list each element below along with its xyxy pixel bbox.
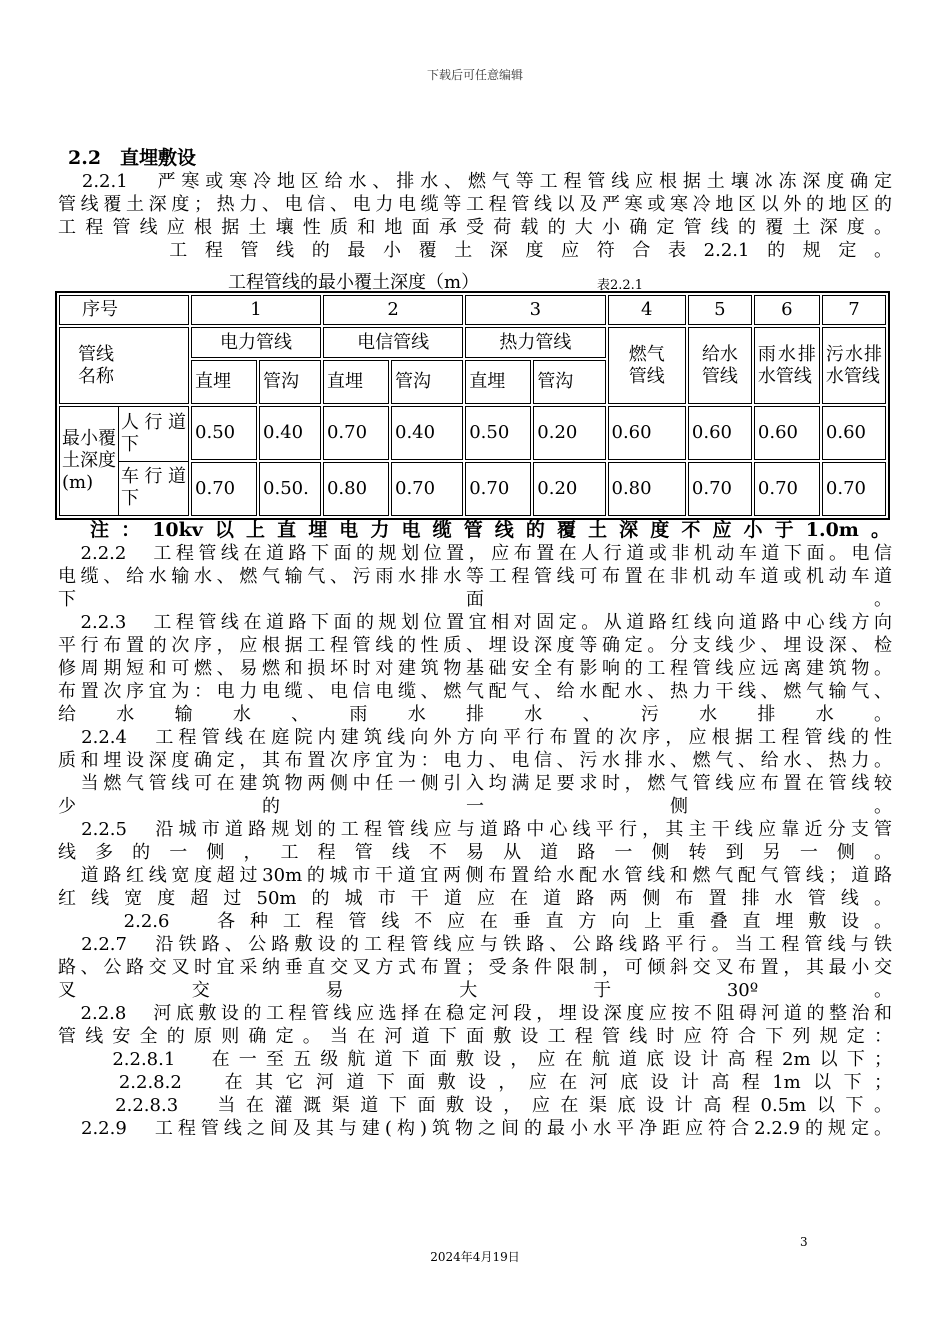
table-number: 表2.2.1: [597, 278, 644, 293]
seq-cell: 5: [688, 295, 752, 325]
section-title: 2.2 直埋敷设: [68, 147, 197, 169]
sub-header: 直埋: [465, 360, 531, 404]
value-cell: 0.60: [688, 406, 752, 460]
text-line: 2.2.9 工程管线之间及其与建(构)筑物之间的最小水平净距应符合2.2.9的规定。: [58, 1118, 892, 1139]
group-header: 给水管线: [688, 327, 752, 404]
value-cell: 0.50: [465, 406, 531, 460]
table-row: [59, 295, 886, 325]
table-title: 工程管线的最小覆土深度（m）: [228, 272, 480, 293]
depth-label-cell: [59, 406, 189, 516]
value-cell: 0.50: [191, 406, 257, 460]
text-line: 2.2.4 工程管线在庭院内建筑线向外方向平行布置的次序，应根据工程管线的性: [58, 727, 892, 748]
value-cell: 0.70: [391, 462, 463, 516]
seq-cell: 4: [608, 295, 686, 325]
paragraph-2-2-8: [58, 1002, 892, 1140]
text-line: 2.2.6 各种工程管线不应在垂直方向上重叠直埋敷设。: [58, 911, 892, 932]
text-line: 2.2.8 河底敷设的工程管线应选择在稳定河段，埋设深度应按不阻碍河道的整治和: [58, 1003, 892, 1024]
value-cell: 0.20: [533, 406, 605, 460]
cover-depth-table: [55, 291, 890, 520]
sub-header: 管沟: [533, 360, 605, 404]
group-header: 热力管线: [465, 327, 605, 358]
text-line: 平行布置的次序，应根据工程管线的性质、埋设深度等确定。分支线少、埋设深、检: [58, 635, 892, 656]
value-cell: 0.70: [688, 462, 752, 516]
sub-header: 直埋: [323, 360, 389, 404]
text-line: 红线宽度超过50m的城市干道应在道路两侧布置排水管线。: [58, 888, 892, 909]
text-line: 2.2.1 严寒或寒冷地区给水、排水、燃气等工程管线应根据土壤冰冻深度确定: [58, 171, 892, 192]
text-line: 管线覆土深度；热力、电信、电力电缆等工程管线以及严寒或寒冷地区以外的地区的: [58, 194, 892, 215]
group-header: 电力管线: [191, 327, 321, 358]
table-note: 注：10kv以上直埋电力电缆管线的覆土深度不应小于1.0m。: [90, 519, 890, 541]
text-line: 2.2.2 工程管线在道路下面的规划位置，应布置在人行道或非机动车道下面。电信: [58, 543, 892, 564]
text-line: 修周期短和可燃、易燃和损坏时对建筑物基础安全有影响的工程管线应远离建筑物。: [58, 658, 892, 679]
text-line: 工程管线的最小覆土深度应符合表2.2.1的规定。: [98, 240, 892, 261]
value-cell: 0.60: [754, 406, 820, 460]
seq-cell: 1: [191, 295, 321, 325]
text-line: 给水输水、雨水排水、污水排水。: [58, 704, 892, 725]
value-cell: 0.50.: [259, 462, 321, 516]
table-row: [59, 406, 886, 460]
name-label: 管线名称: [59, 327, 189, 404]
paragraph-2-2-1: [58, 170, 892, 262]
text-line: 当燃气管线可在建筑物两侧中任一侧引入均满足要求时，燃气管线应布置在管线较: [58, 773, 892, 794]
text-line: 2.2.8.2 在其它河道下面敷设，应在河底设计高程1m以下；: [58, 1072, 892, 1093]
depth-label: 最小覆土深度(m): [60, 407, 119, 515]
text-line: 2.2.5 沿城市道路规划的工程管线应与道路中心线平行，其主干线应靠近分支管: [58, 819, 892, 840]
footer-date: 2024年4月19日: [430, 1250, 520, 1264]
row-label-sidewalk: 人行道下: [119, 407, 188, 462]
seq-cell: 7: [822, 295, 886, 325]
text-line: 路、公路交叉时宜采纳垂直交叉方式布置；受条件限制，可倾斜交叉布置，其最小交: [58, 957, 892, 978]
table-row: [59, 327, 886, 358]
page-number: 3: [800, 1235, 808, 1249]
paragraph-2-2-4: [58, 726, 892, 818]
sub-header: 管沟: [391, 360, 463, 404]
value-cell: 0.80: [323, 462, 389, 516]
value-cell: 0.70: [323, 406, 389, 460]
text-line: 2.2.3 工程管线在道路下面的规划位置宜相对固定。从道路红线向道路中心线方向: [58, 612, 892, 633]
sub-header: 直埋: [191, 360, 257, 404]
group-header: 燃气管线: [608, 327, 686, 404]
text-line: 电缆、给水输水、燃气输气、污雨水排水等工程管线可布置在非机动车道或机动车道: [58, 566, 892, 587]
text-line: 叉交易大于30º。: [58, 980, 892, 1001]
value-cell: 0.70: [754, 462, 820, 516]
paragraph-2-2-2: [58, 542, 892, 611]
value-cell: 0.70: [822, 462, 886, 516]
paragraph-2-2-7: [58, 933, 892, 1002]
group-header: 污水排水管线: [822, 327, 886, 404]
value-cell: 0.60: [608, 406, 686, 460]
value-cell: 0.80: [608, 462, 686, 516]
seq-cell: 2: [323, 295, 463, 325]
paragraph-2-2-3: [58, 611, 892, 726]
text-line: 2.2.8.3 当在灌溉渠道下面敷设，应在渠底设计高程0.5m以下。: [58, 1095, 892, 1116]
sub-header: 管沟: [259, 360, 321, 404]
text-line: 道路红线宽度超过30m的城市干道宜两侧布置给水配水管线和燃气配气管线；道路: [58, 865, 892, 886]
body-text: [58, 542, 892, 1140]
text-line: 质和埋设深度确定，其布置次序宜为：电力、电信、污水排水、燃气、给水、热力。: [58, 750, 892, 771]
value-cell: 0.40: [391, 406, 463, 460]
value-cell: 0.70: [465, 462, 531, 516]
row-label-roadway: 车行道下: [121, 466, 187, 510]
group-header: 电信管线: [323, 327, 463, 358]
text-line: 管线安全的原则确定。当在河道下面敷设工程管线时应符合下列规定：: [58, 1026, 892, 1047]
page-header: 下载后可任意编辑: [426, 68, 523, 82]
value-cell: 0.20: [533, 462, 605, 516]
value-cell: 0.70: [191, 462, 257, 516]
value-cell: 0.60: [822, 406, 886, 460]
text-line: 2.2.7 沿铁路、公路敷设的工程管线应与铁路、公路线路平行。当工程管线与铁: [58, 934, 892, 955]
value-cell: 0.40: [259, 406, 321, 460]
text-line: 下面。: [58, 589, 892, 610]
text-line: 少的一侧。: [58, 796, 892, 817]
seq-label: 序号: [59, 295, 189, 325]
paragraph-2-2-5: [58, 818, 892, 933]
seq-cell: 3: [465, 295, 605, 325]
group-header: 雨水排水管线: [754, 327, 820, 404]
seq-cell: 6: [754, 295, 820, 325]
text-line: 布置次序宜为：电力电缆、电信电缆、燃气配气、给水配水、热力干线、燃气输气、: [58, 681, 892, 702]
text-line: 工程管线应根据土壤性质和地面承受荷载的大小确定管线的覆土深度。: [58, 217, 892, 238]
text-line: 2.2.8.1 在一至五级航道下面敷设，应在航道底设计高程2m以下；: [58, 1049, 892, 1070]
text-line: 线多的一侧，工程管线不易从道路一侧转到另一侧。: [58, 842, 892, 863]
